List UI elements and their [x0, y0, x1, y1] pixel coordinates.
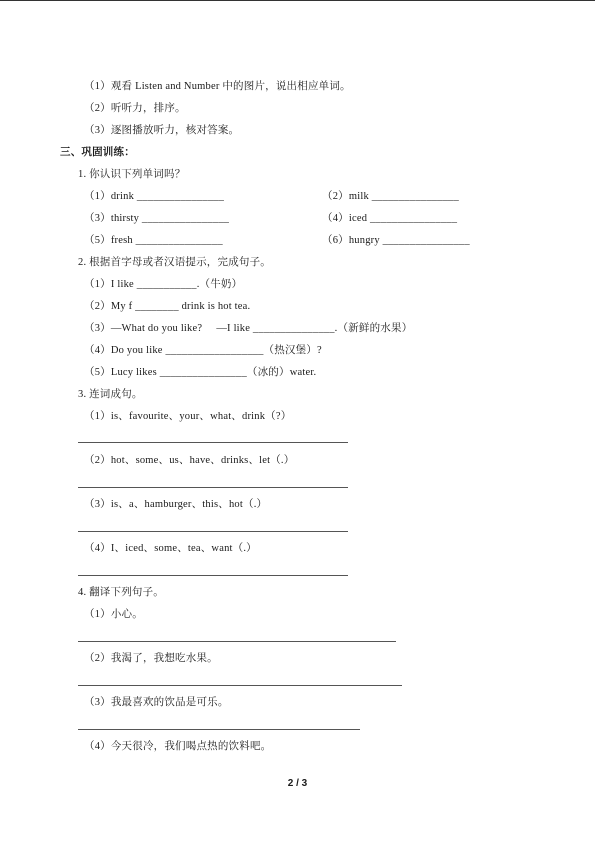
page-number: 2 / 3	[287, 778, 308, 789]
q1-item-1: （1）drink ________________	[84, 191, 225, 202]
header-rule	[0, 0, 595, 1]
q2-item-3: （3）—What do you like? —I like _______________.（新鲜的水果）	[84, 323, 413, 334]
q4-answer-line-2	[78, 685, 402, 686]
intro-step-1: （1）观看 Listen and Number 中的图片，说出相应单词。	[84, 81, 351, 92]
q3-item-2: （2）hot、some、us、have、drinks、let（.）	[84, 455, 295, 466]
q4-item-4: （4）今天很冷，我们喝点热的饮料吧。	[84, 741, 272, 752]
q2-item-1: （1）I like ___________.（牛奶）	[84, 279, 243, 290]
q3-answer-line-1	[78, 442, 348, 443]
q2-item-5: （5）Lucy likes ________________（冰的）water.	[84, 367, 317, 378]
section-title: 三、巩固训练：	[60, 147, 135, 158]
q3-answer-line-2	[78, 487, 348, 488]
q3-item-1: （1）is、favourite、your、what、drink（?）	[84, 411, 292, 422]
q3-item-3: （3）is、a、hamburger、this、hot（.）	[84, 499, 268, 510]
q1-item-5: （5）fresh ________________	[84, 235, 223, 246]
q1-title: 1. 你认识下列单词吗？	[78, 169, 186, 180]
q3-item-4: （4）I、iced、some、tea、want（.）	[84, 543, 257, 554]
q4-item-1: （1）小心。	[84, 609, 143, 620]
q2-item-2: （2）My f ________ drink is hot tea.	[84, 301, 251, 312]
q3-answer-line-4	[78, 575, 348, 576]
q3-title: 3. 连词成句。	[78, 389, 143, 400]
q1-item-6: （6）hungry ________________	[322, 235, 470, 246]
intro-step-3: （3）逐图播放听力，核对答案。	[84, 125, 240, 136]
q1-item-4: （4）iced ________________	[322, 213, 458, 224]
intro-step-2: （2）听听力，排序。	[84, 103, 186, 114]
q4-item-2: （2）我渴了，我想吃水果。	[84, 653, 218, 664]
q3-answer-line-3	[78, 531, 348, 532]
q2-item-4: （4）Do you like __________________（热汉堡）?	[84, 345, 322, 356]
q4-answer-line-1	[78, 641, 396, 642]
q1-item-2: （2）milk ________________	[322, 191, 459, 202]
q4-title: 4. 翻译下列句子。	[78, 587, 164, 598]
q1-item-3: （3）thirsty ________________	[84, 213, 230, 224]
q4-answer-line-3	[78, 729, 360, 730]
q2-title: 2. 根据首字母或者汉语提示，完成句子。	[78, 257, 271, 268]
q4-item-3: （3）我最喜欢的饮品是可乐。	[84, 697, 229, 708]
